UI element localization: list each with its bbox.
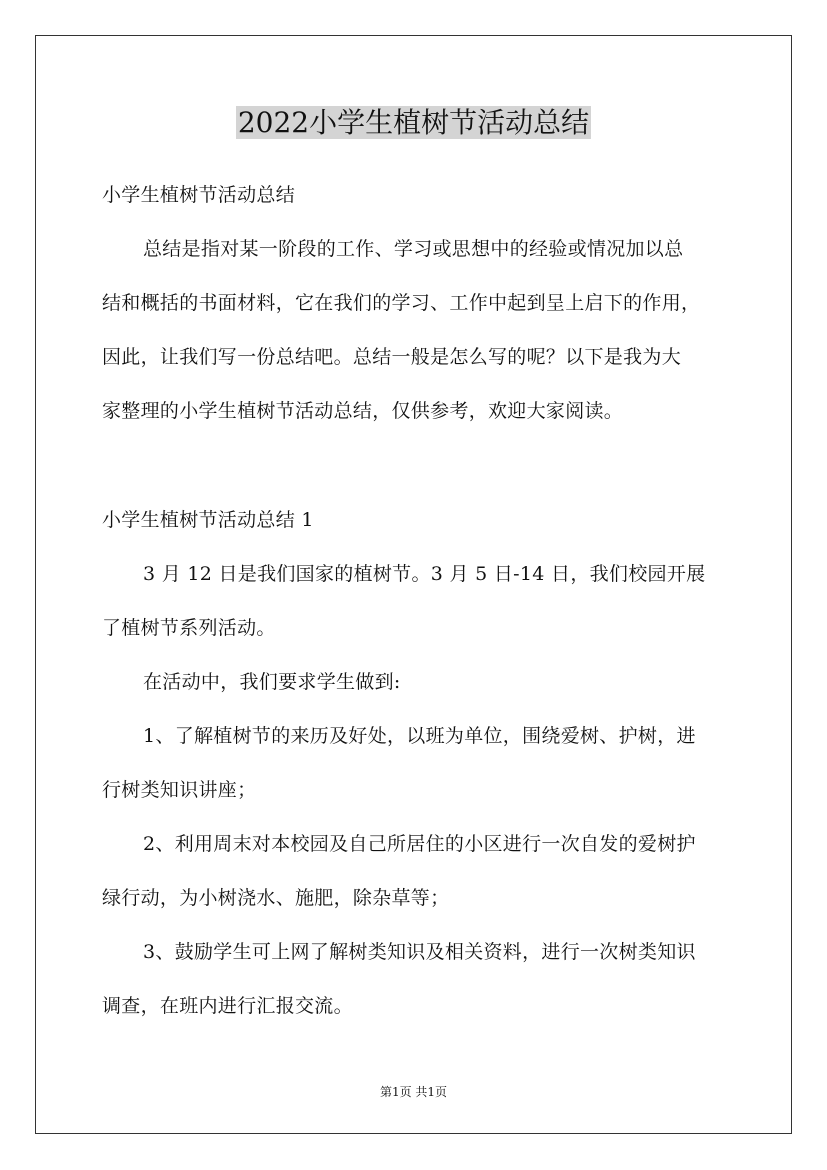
- page-footer: 第1页 共1页: [379, 1085, 448, 1099]
- body-line: 3 月 12 日是我们国家的植树节。3 月 5 日-14 日，我们校园开展: [143, 563, 706, 585]
- body-line: 了植树节系列活动。: [102, 617, 276, 639]
- intro-line: 家整理的小学生植树节活动总结，仅供参考，欢迎大家阅读。: [102, 400, 624, 422]
- intro-line: 因此，让我们写一份总结吧。总结一般是怎么写的呢？以下是我为大: [102, 346, 682, 368]
- section-heading: 小学生植树节活动总结 1: [102, 509, 314, 531]
- body-line: 3、鼓励学生可上网了解树类知识及相关资料，进行一次树类知识: [143, 941, 696, 963]
- body-line: 2、利用周末对本校园及自己所居住的小区进行一次自发的爱树护: [143, 833, 696, 855]
- intro-line: 结和概括的书面材料，它在我们的学习、工作中起到呈上启下的作用，: [102, 292, 701, 314]
- body-line: 行树类知识讲座；: [102, 779, 257, 801]
- body-line: 在活动中，我们要求学生做到:: [143, 671, 401, 693]
- body-line: 调查，在班内进行汇报交流。: [102, 995, 353, 1017]
- document-title: 2022小学生植树节活动总结: [237, 106, 590, 139]
- body-line: 1、了解植树节的来历及好处，以班为单位，围绕爱树、护树，进: [143, 725, 696, 747]
- intro-line: 总结是指对某一阶段的工作、学习或思想中的经验或情况加以总: [143, 238, 684, 260]
- subtitle: 小学生植树节活动总结: [102, 184, 296, 206]
- document-title-block: [0, 103, 827, 143]
- body-line: 绿行动，为小树浇水、施肥，除杂草等；: [102, 887, 450, 909]
